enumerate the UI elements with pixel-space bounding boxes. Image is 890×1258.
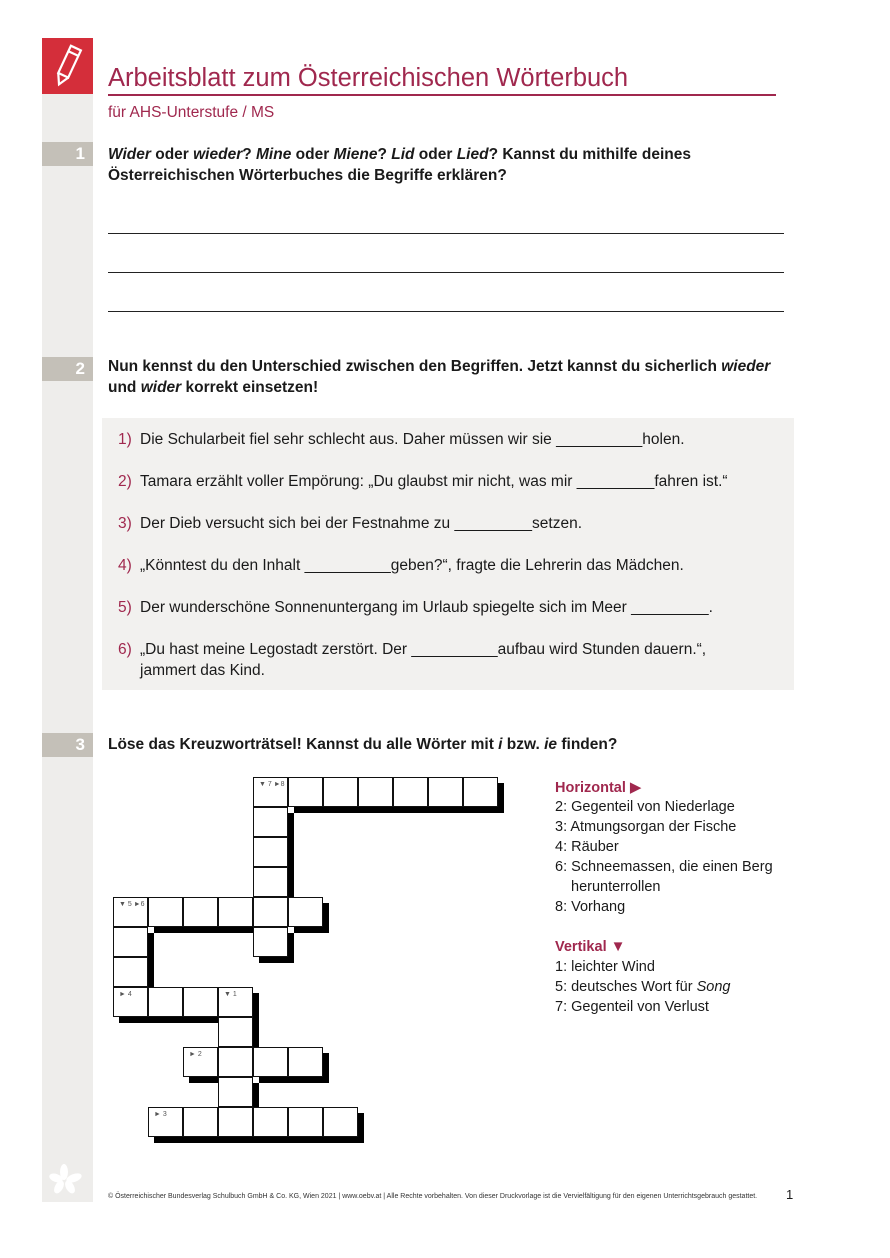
- crossword-cell[interactable]: [183, 1107, 218, 1137]
- cell-shadow: [469, 807, 504, 813]
- task-3-instruction: Löse das Kreuzworträtsel! Kannst du alle Wörter mit i bzw. ie finden?: [108, 736, 618, 753]
- crossword-cell[interactable]: [253, 927, 288, 957]
- crossword-cell[interactable]: [288, 1107, 323, 1137]
- task-1-instruction: Wider oder wieder? Mine oder Miene? Lid oder Lied? Kannst du mithilfe deines Österreichischen Wörterbuches die Begriffe erklären?: [108, 146, 691, 184]
- cell-shadow: [259, 1077, 294, 1083]
- cell-clue-label: ► 3: [154, 1111, 167, 1118]
- crossword-cell[interactable]: [288, 897, 323, 927]
- cell-shadow: [294, 927, 329, 933]
- cell-shadow: [259, 1137, 294, 1143]
- crossword-cell[interactable]: [113, 957, 148, 987]
- clue-item: 8: Vorhang: [555, 899, 626, 915]
- crossword-cell[interactable]: [183, 987, 218, 1017]
- cell-shadow: [189, 927, 224, 933]
- clue-item: 2: Gegenteil von Niederlage: [555, 799, 735, 815]
- crossword-cell[interactable]: [148, 897, 183, 927]
- crossword-cell[interactable]: [148, 987, 183, 1017]
- cell-shadow: [294, 1137, 329, 1143]
- cell-shadow: [294, 1077, 329, 1083]
- crossword-cell[interactable]: [253, 897, 288, 927]
- cell-shadow: [329, 807, 364, 813]
- crossword-cell[interactable]: [218, 1077, 253, 1107]
- cell-shadow: [288, 813, 294, 843]
- crossword-cell[interactable]: [113, 927, 148, 957]
- cell-shadow: [154, 927, 189, 933]
- crossword-cell[interactable]: [358, 777, 393, 807]
- cell-clue-label: ▼ 1: [224, 991, 237, 998]
- crossword-cell[interactable]: [218, 987, 253, 1017]
- cell-shadow: [294, 807, 329, 813]
- cell-shadow: [148, 933, 154, 963]
- crossword-cell[interactable]: [253, 777, 288, 807]
- cell-shadow: [253, 993, 259, 1023]
- crossword-cell[interactable]: [218, 897, 253, 927]
- crossword-cell[interactable]: [393, 777, 428, 807]
- cell-shadow: [329, 1137, 364, 1143]
- crossword-cell[interactable]: [218, 1047, 253, 1077]
- crossword-cell[interactable]: [323, 1107, 358, 1137]
- cell-shadow: [434, 807, 469, 813]
- exercise-item: 5) Der wunderschöne Sonnenuntergang im Urlaub spiegelte sich im Meer _________.: [118, 599, 713, 616]
- crossword-cell[interactable]: [288, 777, 323, 807]
- clue-item: 1: leichter Wind: [555, 959, 655, 975]
- cell-clue-label: ► 2: [189, 1051, 202, 1058]
- exercise-item: 2) Tamara erzählt voller Empörung: „Du glaubst mir nicht, was mir _________fahren ist.“: [118, 473, 728, 490]
- cell-shadow: [154, 1137, 189, 1143]
- cell-shadow: [189, 1137, 224, 1143]
- task-2-instruction: Nun kennst du den Unterschied zwischen den Begriffen. Jetzt kannst du sicherlich wieder und wider korrekt einsetzen!: [108, 358, 771, 396]
- crossword-cell[interactable]: [288, 1047, 323, 1077]
- exercise-item: 4) „Könntest du den Inhalt __________geben?“, fragte die Lehrerin das Mädchen.: [118, 557, 684, 574]
- crossword-cell[interactable]: [113, 987, 148, 1017]
- page-number: 1: [786, 1187, 794, 1202]
- exercise-item-continuation: jammert das Kind.: [140, 662, 265, 679]
- crossword-cell[interactable]: [323, 777, 358, 807]
- clue-item-continuation: herunterrollen: [571, 879, 661, 895]
- crossword-cell[interactable]: [253, 867, 288, 897]
- clue-item: 7: Gegenteil von Verlust: [555, 999, 709, 1015]
- crossword-cell[interactable]: [183, 1047, 218, 1077]
- page-title: Arbeitsblatt zum Österreichischen Wörterbuch: [108, 64, 629, 92]
- cell-clue-label: ► 4: [119, 991, 132, 998]
- cell-shadow: [364, 807, 399, 813]
- clue-item: 4: Räuber: [555, 839, 619, 855]
- crossword-cell[interactable]: [463, 777, 498, 807]
- crossword-cell[interactable]: [218, 1017, 253, 1047]
- cell-shadow: [119, 1017, 154, 1023]
- crossword-cell[interactable]: [253, 837, 288, 867]
- page-subtitle: für AHS-Unterstufe / MS: [108, 104, 275, 121]
- clue-item: 3: Atmungsorgan der Fische: [555, 819, 737, 835]
- crossword-cell[interactable]: [218, 1107, 253, 1137]
- crossword-cell[interactable]: [183, 897, 218, 927]
- horizontal-clues-heading: Horizontal ▶: [555, 779, 642, 796]
- task-number-2: 2: [42, 357, 93, 381]
- cell-shadow: [288, 843, 294, 873]
- crossword-cell[interactable]: [428, 777, 463, 807]
- triangle-right-icon: ▶: [629, 779, 642, 796]
- cell-shadow: [224, 1137, 259, 1143]
- task-number-1: 1: [42, 142, 93, 166]
- vertical-clues-heading: Vertikal ▼: [555, 938, 626, 955]
- triangle-down-icon: ▼: [610, 938, 626, 955]
- cell-shadow: [154, 1017, 189, 1023]
- cell-shadow: [399, 807, 434, 813]
- cell-clue-label: ▼ 5 ►6: [119, 901, 145, 908]
- exercise-item: 6) „Du hast meine Legostadt zerstört. Der __________aufbau wird Stunden dauern.“,: [118, 641, 707, 658]
- cell-shadow: [259, 957, 294, 963]
- copyright-footer: © Österreichischer Bundesverlag Schulbuch GmbH & Co. KG, Wien 2021 | www.oebv.at | Alle Rechte vorbehalten. Von dieser Druckvorlage ist die Vervielfältigung für den eigenen Unterrichtsgebrauch gestattet.: [108, 1193, 758, 1200]
- exercise-item: 3) Der Dieb versucht sich bei der Festnahme zu _________setzen.: [118, 515, 582, 532]
- crossword-cell[interactable]: [253, 807, 288, 837]
- cell-clue-label: ▼ 7 ►8: [259, 781, 285, 788]
- clue-item: 6: Schneemassen, die einen Berg: [555, 859, 773, 875]
- crossword-cell[interactable]: [148, 1107, 183, 1137]
- crossword-cell[interactable]: [253, 1107, 288, 1137]
- crossword-cell[interactable]: [113, 897, 148, 927]
- crossword-cell[interactable]: [253, 1047, 288, 1077]
- exercise-item: 1) Die Schularbeit fiel sehr schlecht aus. Daher müssen wir sie __________holen.: [118, 431, 685, 448]
- clue-item: 5: deutsches Wort für Song: [555, 979, 731, 995]
- task-number-3: 3: [42, 733, 93, 757]
